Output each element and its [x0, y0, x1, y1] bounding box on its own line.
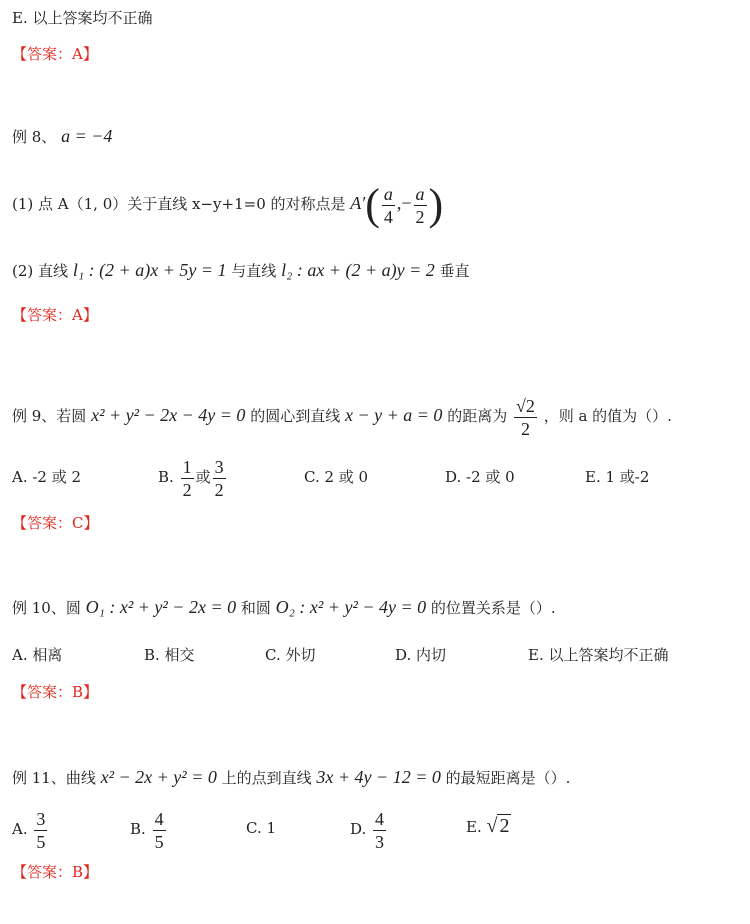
ex9-option-d[interactable]: D. -2 或 0 — [445, 468, 515, 486]
ex10-option-e[interactable]: E. 以上答案均不正确 — [528, 646, 669, 664]
ex8-l2: l₂ : ax + (2 + a)y = 2 — [281, 260, 435, 280]
ex10-option-d[interactable]: D. 内切 — [395, 646, 447, 664]
ex8-label: 例 8、 — [12, 128, 57, 146]
ex8-item2-pre: (2) 直线 — [12, 262, 69, 280]
ex11-answer: 【答案：B】 — [12, 863, 99, 881]
ex9-distance-frac: $\frac{√2}{2}$ — [516, 395, 535, 439]
frac-a-4: $\frac{a}{4}$ — [383, 183, 393, 227]
ex8-answer: 【答案：A】 — [12, 306, 98, 324]
answer-prev: 【答案：A】 — [12, 45, 98, 63]
ex10-option-a[interactable]: A. 相离 — [12, 646, 63, 664]
comma-minus: ,− — [396, 193, 412, 213]
ex8-item2-post: 垂直 — [439, 262, 470, 280]
right-paren: ) — [428, 180, 444, 229]
ex8-item2-mid: 与直线 — [231, 262, 277, 280]
ex11-option-c[interactable]: C. 1 — [246, 819, 277, 837]
ex10-o1: O₁ : x² + y² − 2x = 0 — [85, 597, 237, 617]
ex11-option-d[interactable]: D. $\frac{4}{3}$ — [350, 808, 385, 852]
ex11-option-b[interactable]: B. $\frac{4}{5}$ — [130, 808, 164, 852]
ex11-option-a[interactable]: A. $\frac{3}{5}$ — [12, 808, 46, 852]
ex11-question — [12, 767, 570, 788]
ex9-option-e[interactable]: E. 1 或-2 — [585, 468, 650, 486]
ex8-l1: l₁ : (2 + a)x + 5y = 1 — [72, 260, 227, 280]
ex8-header — [12, 126, 112, 147]
ex10-answer: 【答案：B】 — [12, 683, 99, 701]
left-paren: ( — [365, 180, 380, 229]
ex10-question — [12, 597, 556, 618]
sqrt-icon: √ 2 — [486, 815, 510, 837]
ex8-item1-text: (1) 点 A（1, 0）关于直线 x−y+1=0 的对称点是 — [12, 195, 346, 213]
ex10-option-c[interactable]: C. 外切 — [265, 646, 316, 664]
ex9-answer: 【答案：C】 — [12, 514, 99, 532]
ex9-post: ，则 a 的值为（）. — [543, 407, 672, 425]
ex9-option-c[interactable]: C. 2 或 0 — [304, 468, 369, 486]
ex9-option-b[interactable]: B. $\frac{1}{2}$ 或 $\frac{3}{2}$ — [158, 456, 224, 500]
ex11-line: 3x + 4y − 12 = 0 — [316, 767, 441, 787]
ex10-post: 的位置关系是（）. — [430, 599, 556, 617]
ex9-mid1: 的圆心到直线 — [250, 407, 341, 425]
ex11-curve: x² − 2x + y² = 0 — [100, 767, 217, 787]
ex11-option-e[interactable]: E. √ 2 — [466, 815, 510, 837]
ex8-eq: a = −4 — [61, 126, 113, 146]
option-e-prev: E. 以上答案均不正确 — [12, 9, 153, 27]
ex8-item2 — [12, 260, 470, 281]
ex11-post: 的最短距离是（）. — [445, 769, 571, 787]
ex9-mid2: 的距离为 — [447, 407, 508, 425]
ex11-mid: 上的点到直线 — [221, 769, 312, 787]
ex8-item1 — [12, 178, 443, 230]
ex9-line: x − y + a = 0 — [345, 405, 443, 425]
ex9-label: 例 9、若圆 — [12, 407, 87, 425]
ex8-point: A′ — [350, 193, 366, 213]
ex11-label: 例 11、曲线 — [12, 769, 96, 787]
frac-a-2: $\frac{a}{2}$ — [415, 183, 425, 227]
ex9-option-a[interactable]: A. -2 或 2 — [12, 468, 82, 486]
ex9-circle: x² + y² − 2x − 4y = 0 — [91, 405, 246, 425]
ex9-question — [12, 390, 672, 441]
ex10-option-b[interactable]: B. 相交 — [144, 646, 195, 664]
ex10-label: 例 10、圆 — [12, 599, 81, 617]
ex10-mid: 和圆 — [240, 599, 271, 617]
ex10-o2: O₂ : x² + y² − 4y = 0 — [275, 597, 427, 617]
